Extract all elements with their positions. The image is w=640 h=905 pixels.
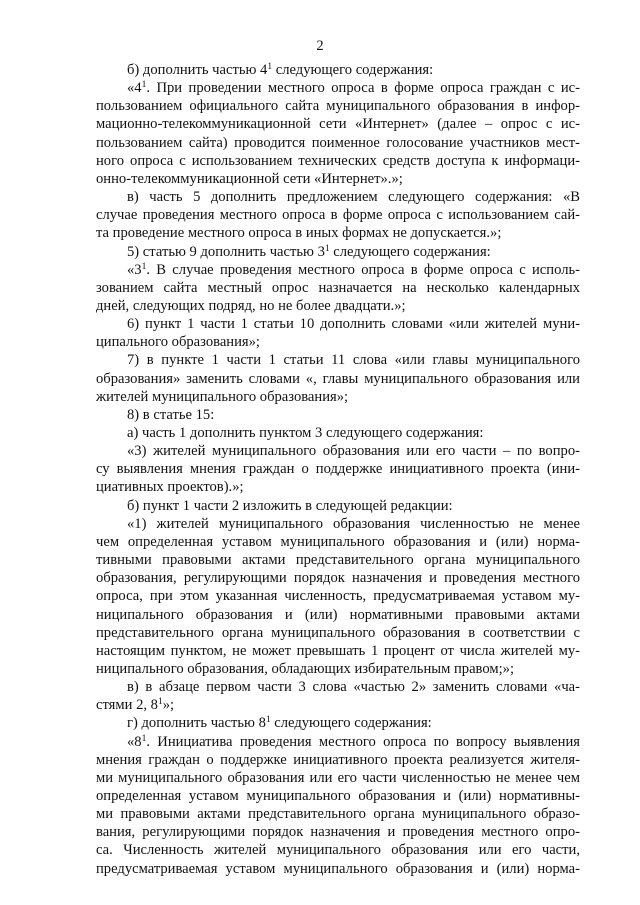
text-segment: са. Численность жителей муниципального образования или его части, (96, 842, 580, 859)
text-segment: . В случае проведения местного опроса в форме опроса с исполь- (146, 261, 580, 278)
text-segment: »; (162, 697, 175, 714)
text-line (96, 607, 580, 623)
text-segment: тивными правовыми актами представительного органа муниципального (96, 552, 580, 568)
text-segment: «3) жителей муниципального образования или его части – по вопро- (127, 443, 580, 460)
text-segment: в) часть 5 дополнить предложением следующего содержания: «В (127, 189, 580, 205)
text-line (96, 225, 580, 241)
text-segment: г) дополнить частью 8 (127, 715, 266, 732)
text-line (96, 625, 580, 641)
text-line (127, 316, 580, 332)
text-segment: чем определенная уставом муниципального образования и (или) норма- (96, 533, 580, 550)
superscript: 1 (265, 715, 271, 726)
text-line (96, 298, 580, 314)
text-segment: 7) в пункте 1 части 1 статьи 11 слова «или главы муниципального (127, 352, 580, 369)
text-segment: настоящим пунктом, не может превышать 1 процент от числа жителей му- (96, 642, 580, 659)
text-segment: а) часть 1 дополнить пунктом 3 следующего содержания: (127, 425, 484, 441)
text-segment: зованием сайта местный опрос назначается на несколько календарных (96, 279, 580, 296)
text-line (96, 824, 580, 840)
text-line (127, 715, 580, 731)
text-line (127, 352, 580, 368)
text-line (96, 643, 580, 659)
superscript: 1 (141, 261, 147, 272)
text-line (96, 552, 580, 568)
text-line (127, 443, 580, 459)
superscript: 1 (141, 80, 147, 91)
text-segment: 6) пункт 1 части 1 статьи 10 дополнить словами «или жителей муни- (127, 316, 580, 333)
text-line (96, 588, 580, 604)
text-line (96, 806, 580, 822)
text-line (127, 62, 580, 78)
superscript: 1 (157, 697, 163, 708)
text-line (96, 661, 580, 677)
text-line (96, 371, 580, 387)
text-segment: опроса, при этом указанная численность, предусматриваемая уставом му- (96, 588, 580, 605)
text-segment: пользованием официального сайта муниципального образования в инфор- (96, 98, 580, 115)
text-line (127, 80, 580, 96)
text-line (127, 189, 580, 205)
text-segment: вания, регулирующими порядок назначения и проведения местного опро- (96, 824, 580, 841)
superscript: 1 (141, 733, 147, 744)
text-segment: пользованием сайта) проводится поименное голосование участников мест- (96, 134, 580, 151)
text-line (96, 788, 580, 804)
text-segment: 8) в статье 15: (127, 406, 215, 423)
text-segment: ниципального образования и (или) нормативными правовыми актами (96, 606, 580, 623)
superscript: 1 (324, 243, 330, 254)
text-line (127, 498, 580, 514)
text-segment: . При проведении местного опроса в форме опроса граждан с ис- (146, 80, 580, 97)
text-segment: б) пункт 1 части 2 изложить в следующей редакции: (127, 497, 453, 514)
text-line (96, 389, 580, 405)
text-line (96, 697, 580, 713)
text-line (96, 461, 580, 477)
superscript: 1 (267, 62, 273, 72)
text-segment: ципального образования»; (96, 334, 260, 351)
text-line (96, 98, 580, 114)
text-segment: ми муниципального образования или его части численностью не менее чем (96, 769, 580, 786)
text-line (96, 116, 580, 132)
text-segment: циативных проектов).»; (96, 479, 244, 496)
text-segment: та проведение местного опроса в иных формах не допускается.»; (96, 225, 502, 242)
text-segment: ного опроса с использованием технических средств доступа к информаци- (96, 152, 580, 169)
text-line (96, 479, 580, 495)
text-segment: в) в абзаце первом части 3 слова «частью 2» заменить словами «ча- (127, 679, 580, 696)
text-segment: «4 (127, 80, 142, 97)
text-segment: случае проведения местного опроса в форме опроса с использованием сай- (96, 207, 580, 224)
text-segment: «8 (127, 733, 142, 750)
text-line (96, 171, 580, 187)
text-segment: предусматриваемая уставом муниципального образования и (или) норма- (96, 860, 580, 877)
text-line (96, 752, 580, 768)
text-segment: следующего содержания: (270, 715, 432, 732)
text-segment: следующего содержания: (272, 62, 434, 78)
text-segment: ниципального образования, обладающих избирательным правом;»; (96, 660, 514, 677)
text-line (96, 861, 580, 877)
text-segment: представительного органа муниципального образования в соответствии с (96, 624, 580, 641)
text-segment: образования» заменить словами «, главы муниципального образования или (96, 370, 580, 387)
text-segment: стями 2, 8 (96, 697, 158, 714)
text-line (96, 842, 580, 858)
text-segment: образования, регулирующими порядок назначения и проведения местного (96, 570, 580, 587)
text-segment: онно-телекоммуникационной сети «Интернет».»; (96, 170, 403, 187)
text-line (127, 244, 580, 260)
text-segment: «3 (127, 261, 142, 278)
text-line (96, 770, 580, 786)
text-segment: мнения граждан о поддержке инициативного проекта реализуется жителя- (96, 751, 580, 768)
text-line (127, 262, 580, 278)
text-segment: определенная уставом муниципального образования и (или) нормативны- (96, 788, 580, 804)
text-segment: . Инициатива проведения местного опроса по вопросу выявления (146, 733, 580, 750)
text-line (127, 734, 580, 750)
text-line (127, 516, 580, 532)
text-line (127, 425, 580, 441)
text-line (127, 407, 580, 423)
text-segment: следующего содержания: (329, 243, 491, 260)
text-segment: «1) жителей муниципального образования численностью не менее (127, 515, 580, 532)
text-segment: дней, следующих подряд, но не более двадцати.»; (96, 297, 406, 314)
text-segment: ми правовыми актами представительного органа муниципального образо- (96, 806, 580, 823)
text-segment: жителей муниципального образования»; (96, 388, 349, 405)
text-segment: б) дополнить частью 4 (127, 62, 268, 78)
text-line (96, 570, 580, 586)
text-segment: мационно-телекоммуникационной сети «Интернет» (далее – опрос с ис- (96, 116, 580, 133)
text-line (96, 534, 580, 550)
text-segment: су выявления мнения граждан о поддержке инициативного проекта (ини- (96, 461, 580, 478)
text-line (96, 153, 580, 169)
text-line (96, 334, 580, 350)
text-line (96, 280, 580, 296)
text-line (96, 135, 580, 151)
text-line (96, 207, 580, 223)
page-number: 2 (316, 38, 324, 54)
text-segment: 5) статью 9 дополнить частью 3 (127, 243, 325, 260)
text-line (127, 679, 580, 695)
